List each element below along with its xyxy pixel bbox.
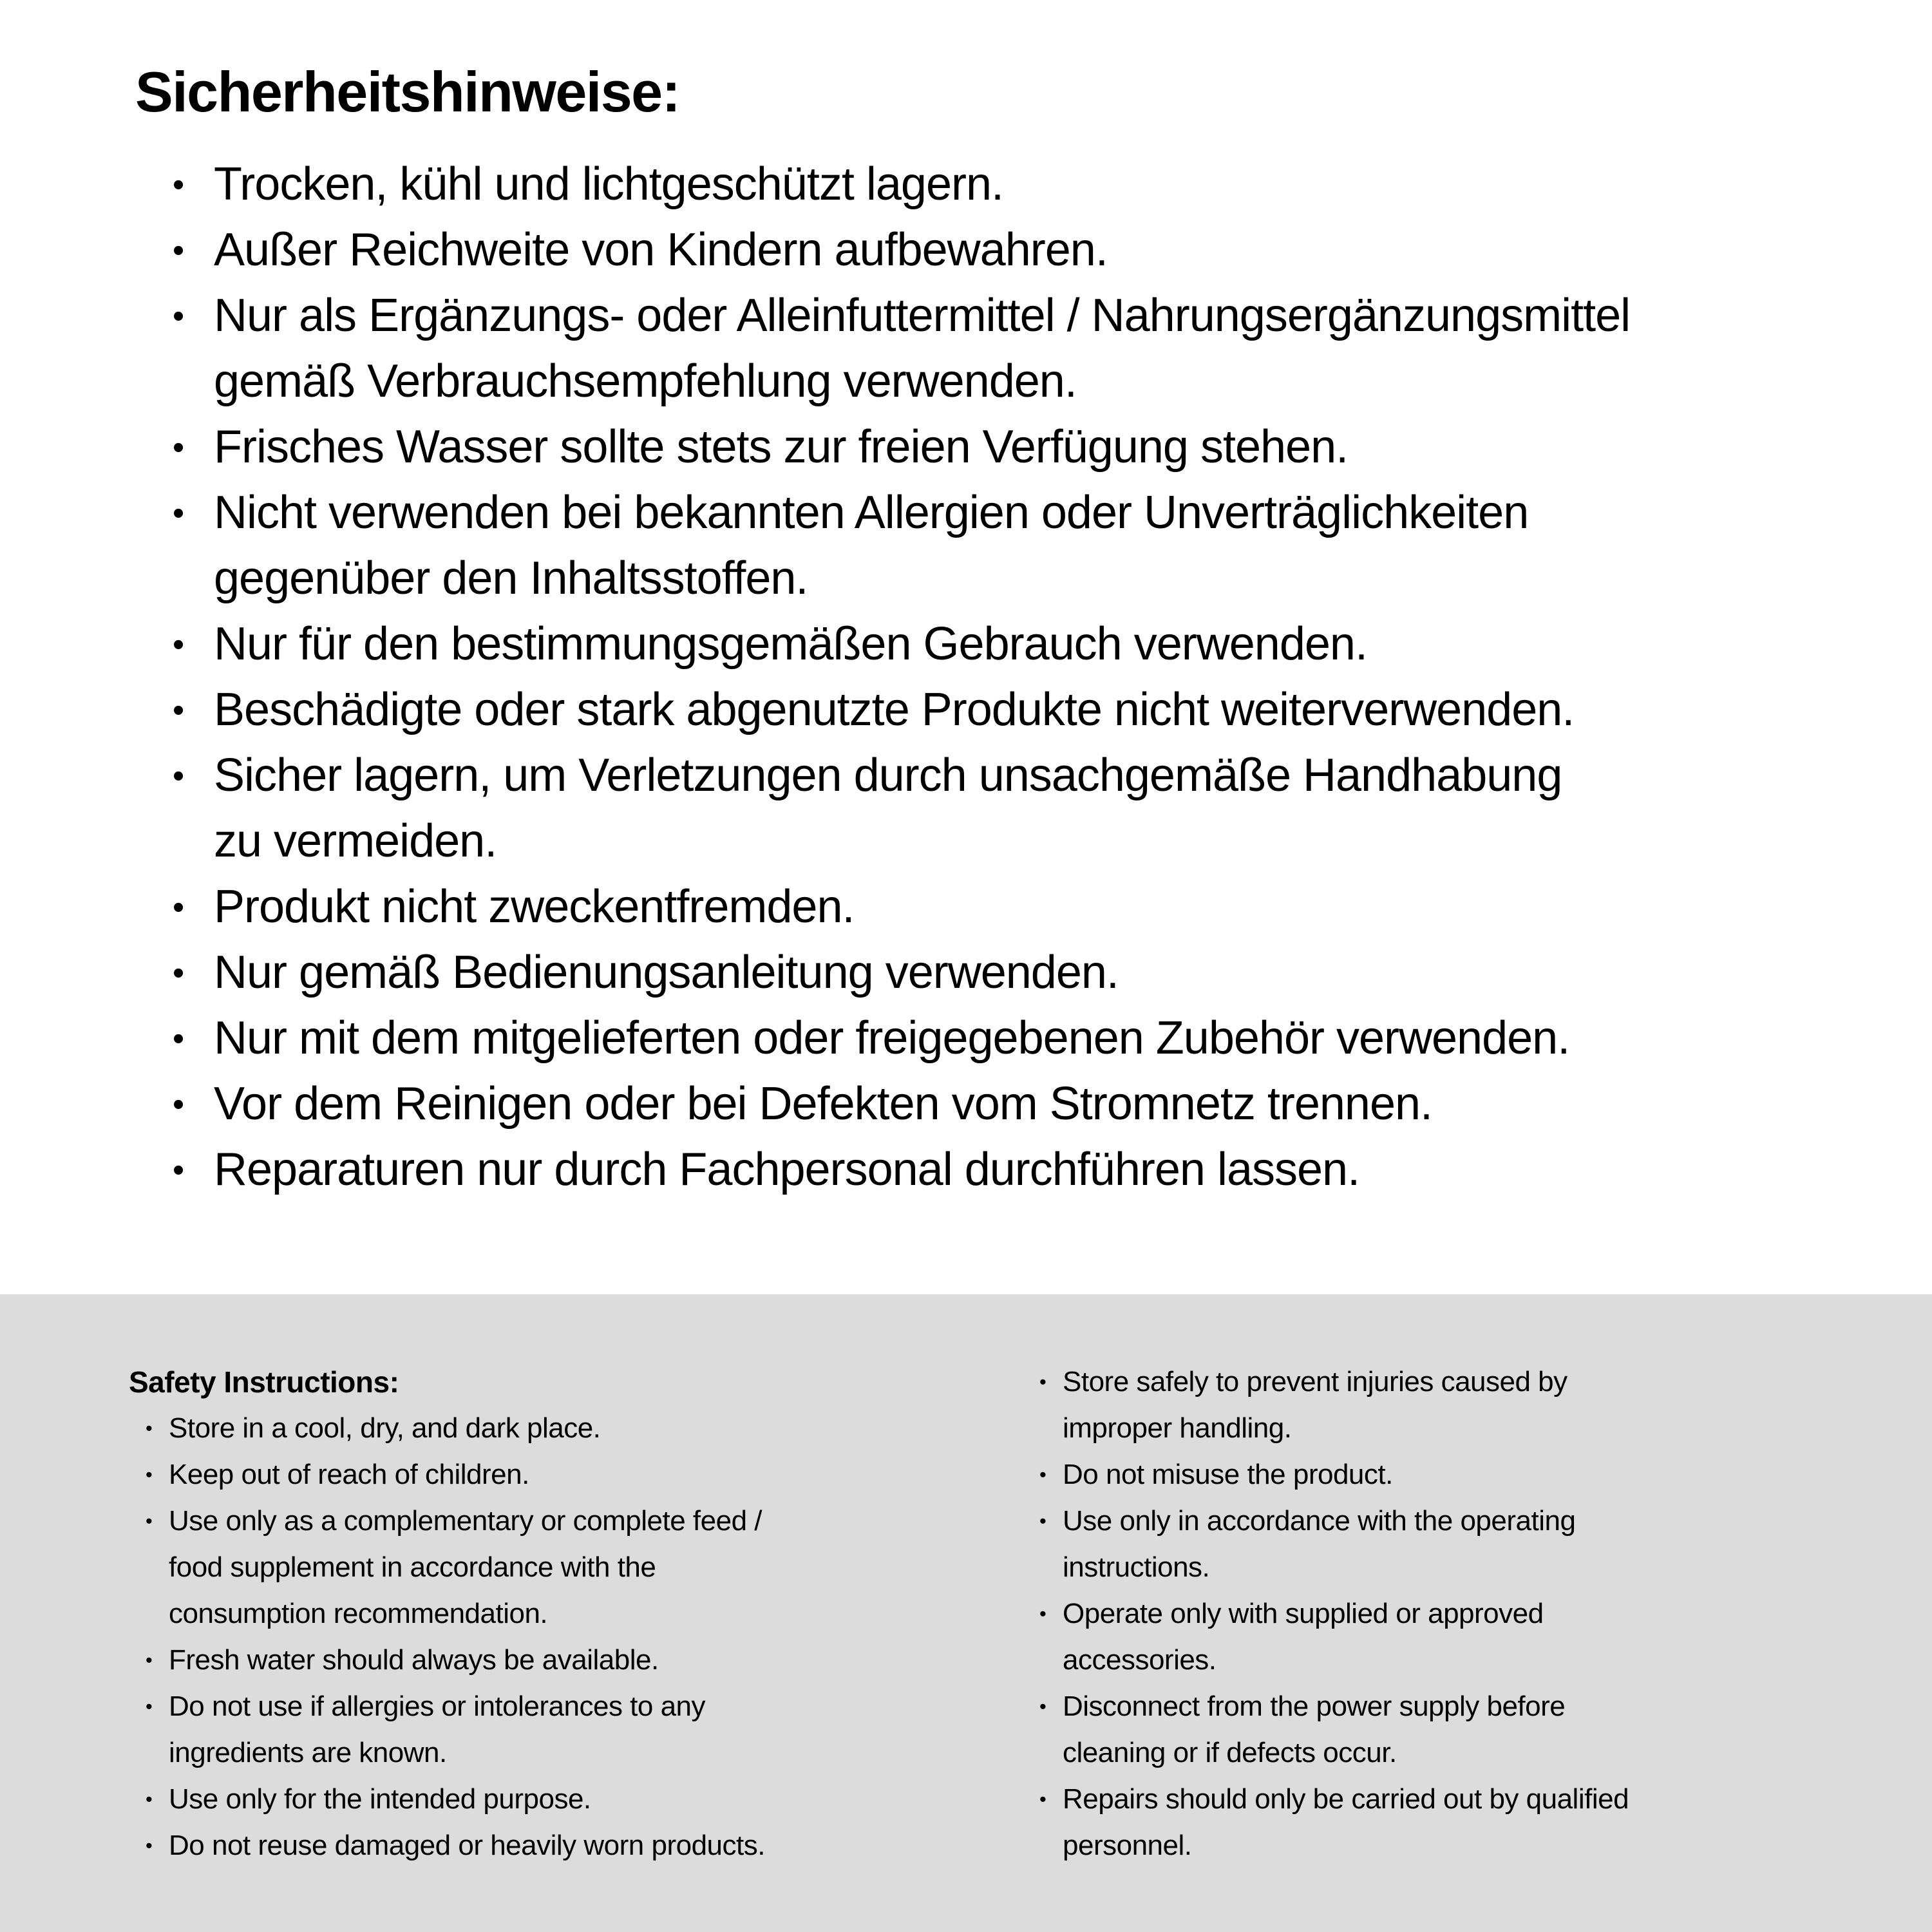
list-item: [146, 1452, 992, 1498]
list-item-text: Vor dem Reinigen oder bei Defekten vom Stromnetz trennen.: [214, 1078, 1433, 1130]
list-item: [173, 217, 1913, 283]
list-item-text: Do not use if allergies or intolerances to any ingredients are known.: [169, 1690, 706, 1768]
bullet-marker: •: [146, 1417, 153, 1439]
bullet-marker: •: [146, 1510, 153, 1532]
list-item: [173, 283, 1913, 414]
list-item-text: Repairs should only be carried out by qualified personnel.: [1063, 1783, 1629, 1861]
list-item: [1039, 1359, 1905, 1452]
list-item-text: Nur für den bestimmungsgemäßen Gebrauch verwenden.: [214, 618, 1367, 670]
list-item: [1039, 1591, 1905, 1683]
list-item-text: Do not misuse the product.: [1063, 1459, 1393, 1490]
list-item: [1039, 1776, 1905, 1869]
bullet-marker: •: [1039, 1788, 1046, 1810]
list-item-text: Nur gemäß Bedienungsanleitung verwenden.: [214, 947, 1119, 999]
list-item: [173, 414, 1913, 480]
list-item-text: Reparaturen nur durch Fachpersonal durchführen lassen.: [214, 1144, 1360, 1196]
list-item-text: Store in a cool, dry, and dark place.: [169, 1412, 601, 1444]
list-item: [173, 151, 1913, 217]
bullet-marker: •: [173, 1085, 184, 1123]
list-item-text: Produkt nicht zweckentfremden.: [214, 881, 855, 933]
bullet-marker: •: [173, 166, 184, 204]
bullet-marker: •: [146, 1834, 153, 1857]
list-item-text: Sicher lagern, um Verletzungen durch unsachgemäße Handhabung zu vermeiden.: [214, 750, 1562, 867]
list-item-text: Store safely to prevent injuries caused by improper handling.: [1063, 1366, 1567, 1444]
list-item: [146, 1823, 992, 1869]
list-item: [173, 743, 1913, 874]
bullet-marker: •: [173, 888, 184, 926]
list-item-text: Nur mit dem mitgelieferten oder freigegebenen Zubehör verwenden.: [214, 1012, 1570, 1065]
list-item: [173, 940, 1913, 1005]
list-item: [1039, 1498, 1905, 1591]
list-item: [173, 611, 1913, 677]
english-safety-list-left: [129, 1405, 992, 1869]
list-item-text: Außer Reichweite von Kindern aufbewahren.: [214, 224, 1108, 276]
list-item-text: Keep out of reach of children.: [169, 1459, 529, 1490]
list-item: [146, 1683, 992, 1776]
bullet-marker: •: [173, 428, 184, 466]
list-item: [173, 874, 1913, 940]
bullet-marker: •: [173, 231, 184, 269]
bullet-marker: •: [1039, 1602, 1046, 1625]
bullet-marker: •: [146, 1463, 153, 1486]
list-item: [146, 1637, 992, 1683]
bullet-marker: •: [173, 691, 184, 729]
bullet-marker: •: [173, 1151, 184, 1189]
list-item: [173, 1071, 1913, 1137]
list-item-text: Nicht verwenden bei bekannten Allergien oder Unverträglichkeiten gegenüber den Inhaltsstoffen.: [214, 487, 1529, 605]
english-section-panel: [0, 1294, 1932, 1932]
german-section: [135, 59, 1913, 1202]
list-item: [146, 1405, 992, 1452]
list-item-text: Trocken, kühl und lichtgeschützt lagern.: [214, 158, 1004, 211]
list-item: [173, 480, 1913, 611]
bullet-marker: •: [173, 297, 184, 335]
bullet-marker: •: [1039, 1370, 1046, 1393]
bullet-marker: •: [173, 625, 184, 663]
list-item: [146, 1498, 992, 1637]
bullet-marker: •: [173, 954, 184, 992]
german-section-title: Sicherheitshinweise:: [135, 60, 680, 124]
list-item: [1039, 1452, 1905, 1498]
bullet-marker: •: [1039, 1463, 1046, 1486]
list-item-text: Use only for the intended purpose.: [169, 1783, 591, 1815]
english-right-column: [1023, 1359, 1905, 1869]
list-item-text: Beschädigte oder stark abgenutzte Produkte nicht weiterverwenden.: [214, 684, 1575, 736]
bullet-marker: •: [146, 1649, 153, 1671]
list-item-text: Use only in accordance with the operating instructions.: [1063, 1505, 1576, 1583]
german-safety-list: [135, 151, 1913, 1202]
bullet-marker: •: [146, 1788, 153, 1810]
list-item-text: Do not reuse damaged or heavily worn products.: [169, 1830, 765, 1861]
english-section-title: Safety Instructions:: [129, 1365, 399, 1399]
list-item: [173, 1005, 1913, 1071]
bullet-marker: •: [173, 494, 184, 532]
list-item: [173, 677, 1913, 743]
english-left-column: [129, 1359, 992, 1869]
list-item-text: Nur als Ergänzungs- oder Alleinfuttermittel / Nahrungsergänzungsmittel gemäß Verbrauchsempfehlung verwenden.: [214, 290, 1631, 408]
list-item-text: Operate only with supplied or approved accessories.: [1063, 1598, 1544, 1676]
english-safety-list-right: [1023, 1359, 1905, 1869]
bullet-marker: •: [1039, 1510, 1046, 1532]
list-item-text: Frisches Wasser sollte stets zur freien Verfügung stehen.: [214, 421, 1349, 473]
list-item: [146, 1776, 992, 1823]
list-item-text: Fresh water should always be available.: [169, 1644, 659, 1676]
list-item: [173, 1137, 1913, 1202]
bullet-marker: •: [173, 757, 184, 795]
list-item-text: Use only as a complementary or complete feed / food supplement in accordance with the consumption recommendation.: [169, 1505, 762, 1629]
bullet-marker: •: [1039, 1695, 1046, 1718]
bullet-marker: •: [173, 1019, 184, 1057]
list-item-text: Disconnect from the power supply before cleaning or if defects occur.: [1063, 1690, 1566, 1768]
bullet-marker: •: [146, 1695, 153, 1718]
list-item: [1039, 1683, 1905, 1776]
